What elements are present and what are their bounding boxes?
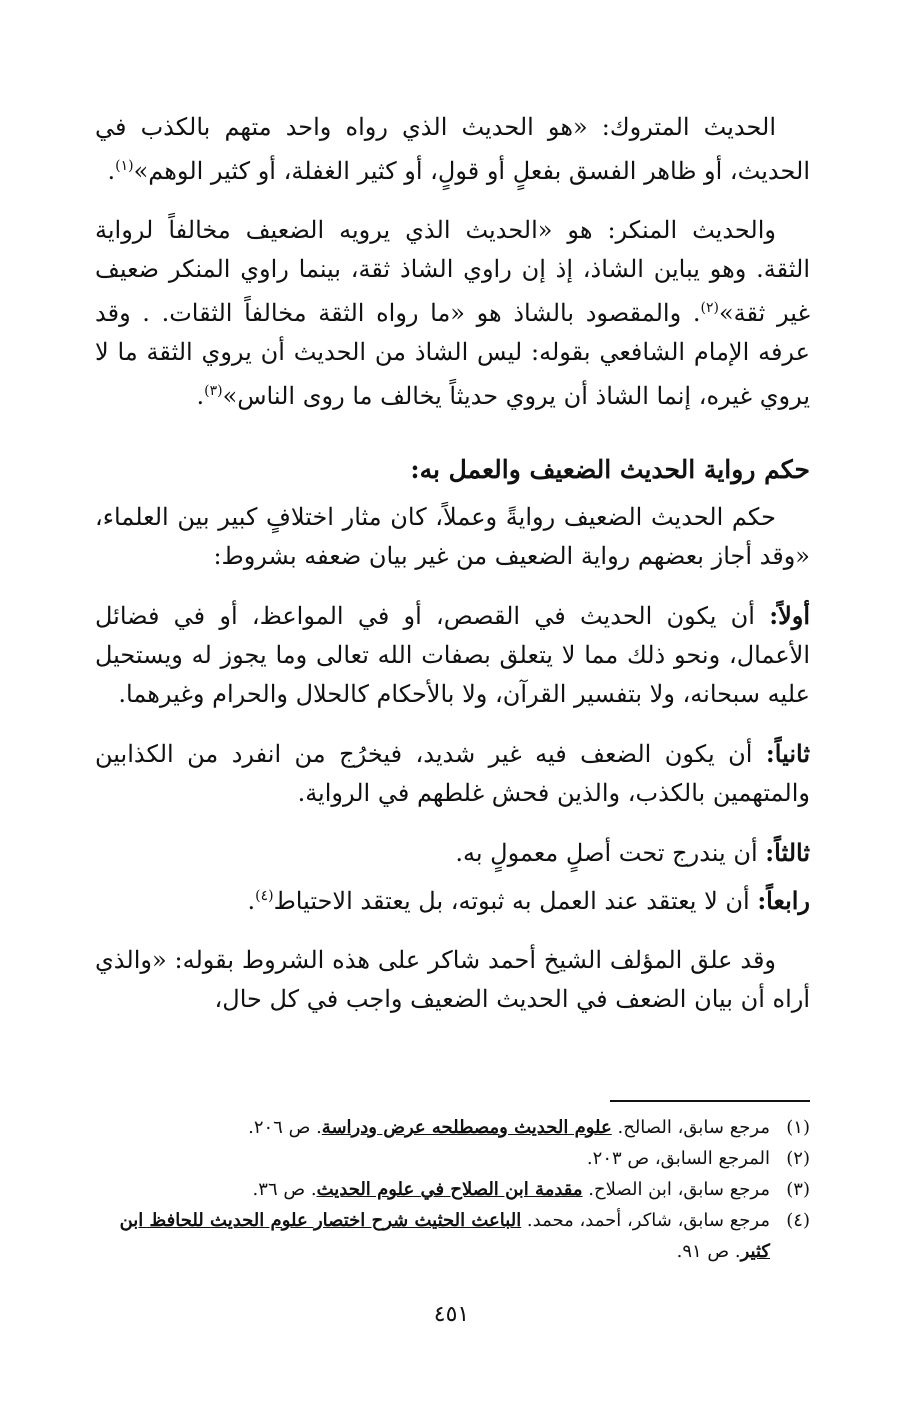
paragraph-munkar [95,211,810,416]
footnote-ref-4[interactable]: (٤) [255,888,274,904]
paragraph-matruk-end: . [107,157,116,185]
footnote-source: مرجع سابق، الصالح. [611,1117,770,1138]
footnote-number: (٤) [786,1210,810,1231]
condition-4-end: . [247,887,256,915]
condition-4 [95,877,810,921]
footnote-text [100,1174,770,1205]
footnote-ref-2[interactable]: (٢) [700,300,719,316]
condition-3-text: أن يندرج تحت أصلٍ معمولٍ به. [455,839,766,867]
footnote-page: . ص ٣٦. [252,1179,317,1200]
paragraph-intro: حكم الحديث الضعيف روايةً وعملاً، كان مثار اختلافٍ كبير بين العلماء، «وقد أجاز بعضهم رواية الضعيف من غير بيان ضعفه بشروط: [95,503,810,570]
footnote-page: . ص ٩١. [676,1241,741,1262]
page-number: ٤٥١ [433,1302,470,1327]
condition-3-lead: ثالثاً: [765,838,810,867]
footnote-book-title: الباعث الحثيث شرح اختصار علوم الحديث للحافظ ابن كثير [119,1210,770,1262]
condition-2 [95,734,810,813]
footnote-page: . ص ٢٠٦. [248,1117,322,1138]
condition-1-text: أن يكون الحديث في القصص، أو في المواعظ، أو في فضائل الأعمال، ونحو ذلك مما لا يتعلق بصفات الله تعالى وما يجوز له ويستحيل عليه سبحانه، ولا بتفسير القرآن، ولا بالأحكام كالحلال والحرام وغيرهما. [95,602,810,708]
footnote-source: مرجع سابق، ابن الصلاح. [582,1179,770,1200]
footnote-ref-1[interactable]: (١) [115,158,134,174]
footnote-text [100,1143,770,1174]
condition-1 [95,596,810,714]
footnote-ref-3[interactable]: (٣) [204,383,223,399]
condition-3 [95,833,810,873]
condition-4-text: أن لا يعتقد عند العمل به ثبوته، بل يعتقد الاحتياط [273,887,758,915]
footnote-item [100,1174,810,1205]
condition-1-lead: أولاً: [769,601,811,630]
footnote-book-title: علوم الحديث ومصطلحه عرض ودراسة [321,1117,612,1138]
page-body [95,108,810,1039]
footnote-divider [610,1100,810,1102]
footnote-text [100,1205,770,1267]
paragraph-munkar-text: والحديث المنكر: هو «الحديث الذي يرويه الضعيف مخالفاً لرواية الثقة. وهو يباين الشاذ، إذ إن راوي الشاذ ثقة، بينما راوي المنكر ضعيف غير ثقة» [95,216,810,327]
footnote-item [100,1205,810,1267]
paragraph-matruk [95,108,810,191]
paragraph-closing: وقد علق المؤلف الشيخ أحمد شاكر على هذه الشروط بقوله: «والذي أراه أن بيان الضعف في الحديث الضعيف واجب في كل حال، [95,946,810,1013]
footnote-item [100,1143,810,1174]
footnote-number: (٢) [786,1148,810,1169]
footnote-source: المرجع السابق، ص ٢٠٣. [586,1148,770,1169]
condition-2-lead: ثانياً: [765,739,811,768]
footnote-book-title: مقدمة ابن الصلاح في علوم الحديث [316,1179,583,1200]
condition-2-text: أن يكون الضعف فيه غير شديد، فيخرُج من انفرد من الكذابين والمتهمين بالكذب، والذين فحش غلطهم في الرواية. [95,740,810,807]
paragraph-matruk-text: الحديث المتروك: «هو الحديث الذي رواه واحد متهم بالكذب في الحديث، أو ظاهر الفسق بفعلٍ أو قولٍ، أو كثير الغفلة، أو كثير الوهم» [95,113,810,185]
condition-4-lead: رابعاً: [757,886,810,915]
footnotes [100,1112,810,1267]
footnote-number: (٣) [786,1179,810,1200]
footnote-source: مرجع سابق، شاكر، أحمد، محمد. [521,1210,770,1231]
footnote-number: (١) [786,1117,810,1138]
paragraph-shadh-text: . والمقصود بالشاذ هو «ما رواه الثقة مخالفاً الثقات. . وقد عرفه الإمام الشافعي بقوله: ليس الشاذ من الحديث أن يروي الثقة ما لا يروي غيره، إنما الشاذ أن يروي حديثاً يخالف ما روى الناس» [95,299,810,410]
footnote-item [100,1112,810,1143]
section-heading: حكم رواية الحديث الضعيف والعمل به: [410,455,810,484]
footnote-text [100,1112,770,1143]
paragraph-shadh-end: . [196,382,205,410]
